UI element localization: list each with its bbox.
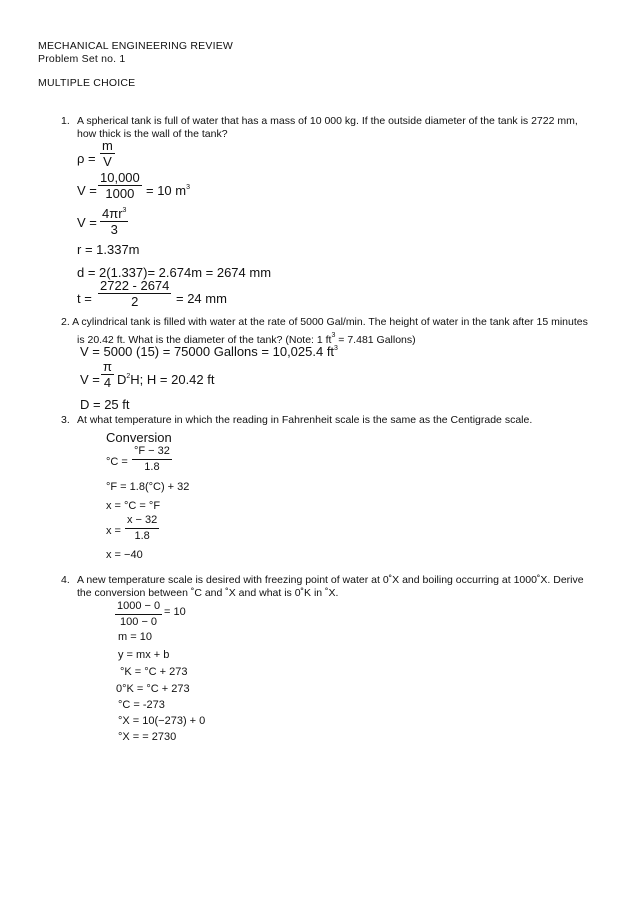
q1-rho-denominator: V bbox=[103, 154, 112, 169]
q3-number: 3. bbox=[61, 414, 70, 426]
q1-t-lhs: t = bbox=[77, 291, 92, 306]
q1-t-numerator: 2722 - 2674 bbox=[100, 278, 170, 293]
q4-slope-denominator: 100 − 0 bbox=[120, 616, 158, 628]
q4-k0-line: 0°K = °C + 273 bbox=[116, 683, 190, 695]
q1-vsphere-numerator: $4\pi r^3$ bbox=[100, 203, 128, 222]
q3-c-numerator: °F − 32 bbox=[132, 444, 172, 460]
q2-vcyl-numerator: π bbox=[103, 359, 112, 374]
q2-vcyl-lhs: V = bbox=[80, 372, 100, 387]
problem-set-label: Problem Set no. 1 bbox=[38, 53, 126, 65]
q3-conversion-title: Conversion bbox=[106, 430, 172, 445]
q1-t-result: = 24 mm bbox=[176, 291, 227, 306]
q3-x-denominator: 1.8 bbox=[134, 530, 150, 542]
q3-x-fraction bbox=[125, 513, 159, 544]
q1-t-denominator: 2 bbox=[131, 294, 139, 309]
q3-text: At what temperature in which the reading in Fahrenheit scale is the same as the Centigrade scale. bbox=[77, 414, 533, 426]
q4-text-line2: the conversion between ˚C and ˚X and what is 0˚K in ˚X. bbox=[77, 587, 339, 599]
section-label: MULTIPLE CHOICE bbox=[38, 77, 136, 89]
q2-vcyl-rhs: $D^2H$; H = 20.42 ft bbox=[117, 372, 215, 387]
q4-slope-numerator: 1000 − 0 bbox=[115, 599, 162, 615]
q1-rho-numerator: m bbox=[102, 138, 113, 153]
q2-vcyl-denominator: 4 bbox=[103, 375, 112, 390]
q2-vcyl-fraction bbox=[101, 359, 114, 390]
q3-f-line: °F = 1.8(°C) + 32 bbox=[106, 481, 190, 493]
q4-m-line: m = 10 bbox=[118, 631, 152, 643]
q3-c-denominator: 1.8 bbox=[144, 461, 160, 473]
q2-text-line2: is 20.42 ft. What is the diameter of the tank? (Note: 1 $ft^3 = 7.481$ Gallons) bbox=[77, 332, 416, 346]
q1-vsphere-lhs: V = bbox=[77, 215, 97, 230]
q1-number: 1. bbox=[61, 115, 70, 127]
q1-vsphere-denominator: 3 bbox=[110, 222, 118, 237]
q1-v-lhs: V = bbox=[77, 183, 97, 198]
q4-slope-result: = 10 bbox=[164, 606, 186, 618]
q1-rho-lhs: ρ = bbox=[77, 151, 96, 166]
q2-diameter-result: D = 25 ft bbox=[80, 397, 130, 412]
q3-x-result: x = −40 bbox=[106, 549, 143, 561]
q1-rho-fraction bbox=[100, 138, 115, 169]
q1-v-fraction bbox=[98, 170, 142, 201]
q3-c-fraction bbox=[132, 444, 172, 475]
q3-c-lhs: °C = bbox=[106, 456, 128, 468]
q2-volume-line: V = 5000 (15) = 75000 Gallons = 10,025.4 $ft^3$ bbox=[80, 344, 338, 359]
q1-text-line2: how thick is the wall of the tank? bbox=[77, 128, 228, 140]
q1-v-denominator: 1000 bbox=[105, 186, 135, 201]
q3-x-lhs: x = bbox=[106, 525, 121, 537]
q1-t-fraction bbox=[98, 278, 171, 309]
q4-y-line: y = mx + b bbox=[118, 649, 170, 661]
q1-text-line1: A spherical tank is full of water that has a mass of 10 000 kg. If the outside diameter of the tank is 2722 mm, bbox=[77, 115, 578, 127]
q4-k-line: °K = °C + 273 bbox=[120, 666, 188, 678]
document-title: MECHANICAL ENGINEERING REVIEW bbox=[38, 40, 234, 52]
q1-diameter-line: d = 2(1.337)= 2.674m = 2674 mm bbox=[77, 265, 272, 280]
q1-vsphere-fraction bbox=[100, 203, 128, 237]
q1-radius-line: r = 1.337m bbox=[77, 242, 140, 257]
q1-v-result: = 10 $m^3$ bbox=[146, 183, 191, 198]
q4-x-result: °X = = 2730 bbox=[118, 731, 177, 743]
q2-text-line1: 2. A cylindrical tank is filled with water at the rate of 5000 Gal/min. The height of water in the tank after 15 minutes bbox=[61, 316, 588, 328]
q4-x-line: °X = 10(−273) + 0 bbox=[118, 715, 206, 727]
q4-slope-fraction bbox=[115, 599, 162, 630]
q4-c-line: °C = -273 bbox=[118, 699, 165, 711]
q1-v-numerator: 10,000 bbox=[100, 170, 140, 185]
q4-number: 4. bbox=[61, 574, 70, 586]
q3-x-numerator: x − 32 bbox=[125, 513, 159, 529]
q4-text-line1: A new temperature scale is desired with freezing point of water at 0˚X and boiling occurring at 1000˚X. Derive bbox=[77, 574, 584, 586]
q3-x-equality: x = °C = °F bbox=[106, 500, 161, 512]
